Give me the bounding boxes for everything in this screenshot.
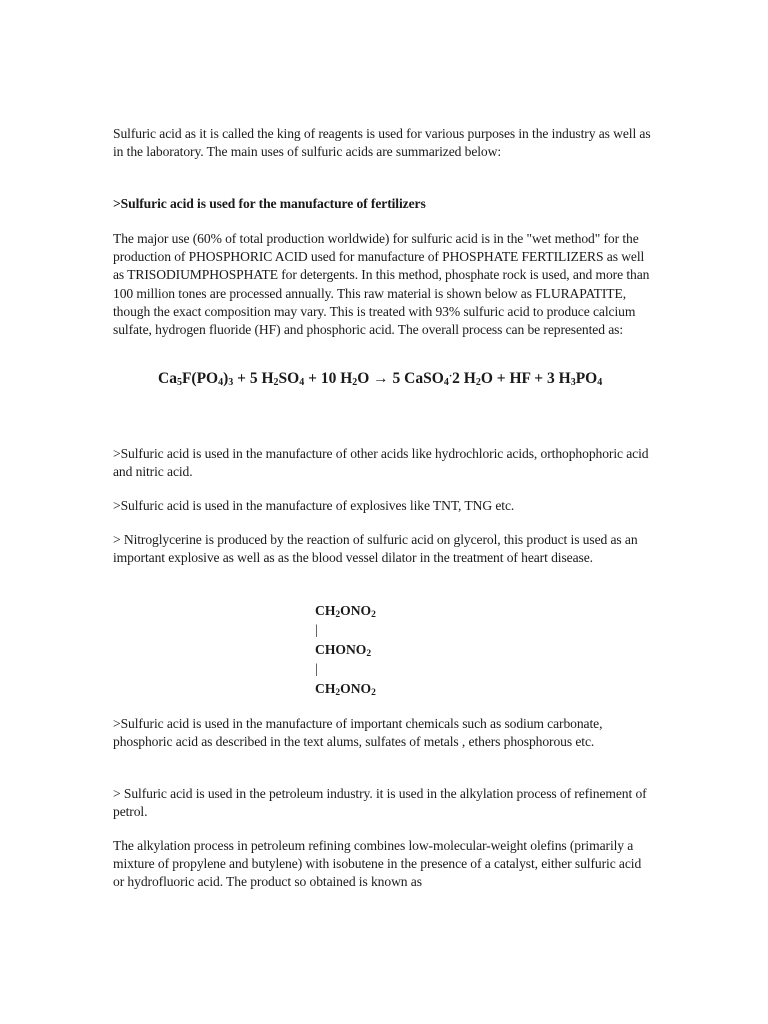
explosives-paragraph: >Sulfuric acid is used in the manufacture of explosives like TNT, TNG etc. <box>113 498 515 513</box>
eq-dot: · <box>448 371 453 382</box>
structure-line-3-a: CH <box>315 680 336 696</box>
eq-po4: PO <box>575 370 598 387</box>
eq-fpo: F(PO <box>181 370 219 387</box>
structure-line-1-b: ONO <box>340 603 372 618</box>
chemicals-paragraph: >Sulfuric acid is used in the manufacture of important chemicals such as sodium carbonate, phosphoric acid as described in the text alums, sulfates of metals , ethers phosphorous etc. <box>113 716 603 750</box>
structure-line-2 <box>315 640 376 659</box>
structure-line-3-sub1: 2 <box>335 687 341 698</box>
structure-line-2-a: CHONO <box>315 641 367 657</box>
eq-o-arrow: O → 5 CaSO <box>357 370 444 387</box>
eq-close-sub: 3 <box>228 377 234 388</box>
eq-h-sub2: 2 <box>352 377 358 388</box>
alkylation-paragraph: The alkylation process in petroleum refining combines low-molecular-weight olefins (primarily a mixture of propylene and butylene) with isobutene in the presence of a catalyst, either sulfuric acid or hydrofluoric acid. The product so obtained is known as <box>113 838 642 890</box>
eq-caso-sub: 4 <box>443 377 449 388</box>
nitroglycerine-structure <box>315 601 376 698</box>
eq-plus2: + 10 H <box>304 370 353 387</box>
phosphoric-acid-equation <box>158 369 602 389</box>
eq-po4-sub: 4 <box>597 377 603 388</box>
fertilizer-paragraph: The major use (60% of total production worldwide) for sulfuric acid is in the "wet method" for the production of PHOSPHORIC ACID used for manufacture of PHOSPHATE FERTILIZERS as well as TRISODIUMPHOSPHATE for detergents. In this method, phosphate rock is used, and more than 100 million tones are processed annually. This raw material is shown below as FLURAPATITE, though the exact composition may vary. This is treated with 93% sulfuric acid to produce calcium sulfate, hydrogen fluoride (HF) and phosphoric acid. The overall process can be represented as: <box>113 231 650 338</box>
eq-ca: Ca <box>158 370 177 387</box>
structure-bond-1: | <box>315 622 318 638</box>
other-acids-paragraph: >Sulfuric acid is used in the manufacture of other acids like hydrochloric acids, orthophophoric acid and nitric acid. <box>113 446 649 480</box>
eq-so: SO <box>278 370 300 387</box>
structure-line-3-sub2: 2 <box>371 687 376 698</box>
eq-o-plus: O + HF + 3 H <box>480 370 571 387</box>
intro-paragraph: Sulfuric acid as it is called the king of reagents is used for various purposes in the industry as well as in the laboratory. The main uses of sulfuric acids are summarized below: <box>113 126 651 160</box>
structure-line-1-sub2: 2 <box>371 610 376 620</box>
eq-plus1: + 5 H <box>233 370 274 387</box>
eq-so-sub: 4 <box>299 377 305 388</box>
structure-line-1-sub1: 2 <box>335 610 341 620</box>
structure-line-3 <box>315 679 376 698</box>
eq-two-h: 2 H <box>452 370 476 387</box>
structure-line-1-a: CH <box>315 603 336 618</box>
eq-h-sub1: 2 <box>273 377 279 388</box>
eq-close: ) <box>223 370 229 387</box>
eq-h-sub3: 2 <box>475 377 481 388</box>
eq-h-sub4: 3 <box>570 377 576 388</box>
structure-line-2-sub: 2 <box>366 648 372 659</box>
eq-po-sub: 4 <box>218 377 224 388</box>
structure-line-1 <box>315 601 376 620</box>
fertilizer-heading: >Sulfuric acid is used for the manufacture of fertilizers <box>113 196 426 211</box>
nitroglycerine-paragraph: > Nitroglycerine is produced by the reaction of sulfuric acid on glycerol, this product is used as an important explosive as well as as the blood vessel dilator in the treatment of heart disease. <box>113 532 638 566</box>
structure-line-3-b: ONO <box>340 680 372 696</box>
structure-bond-2: | <box>315 661 318 677</box>
petroleum-paragraph: > Sulfuric acid is used in the petroleum industry. it is used in the alkylation process of refinement of petrol. <box>113 786 647 820</box>
eq-ca-sub: 5 <box>176 377 182 388</box>
